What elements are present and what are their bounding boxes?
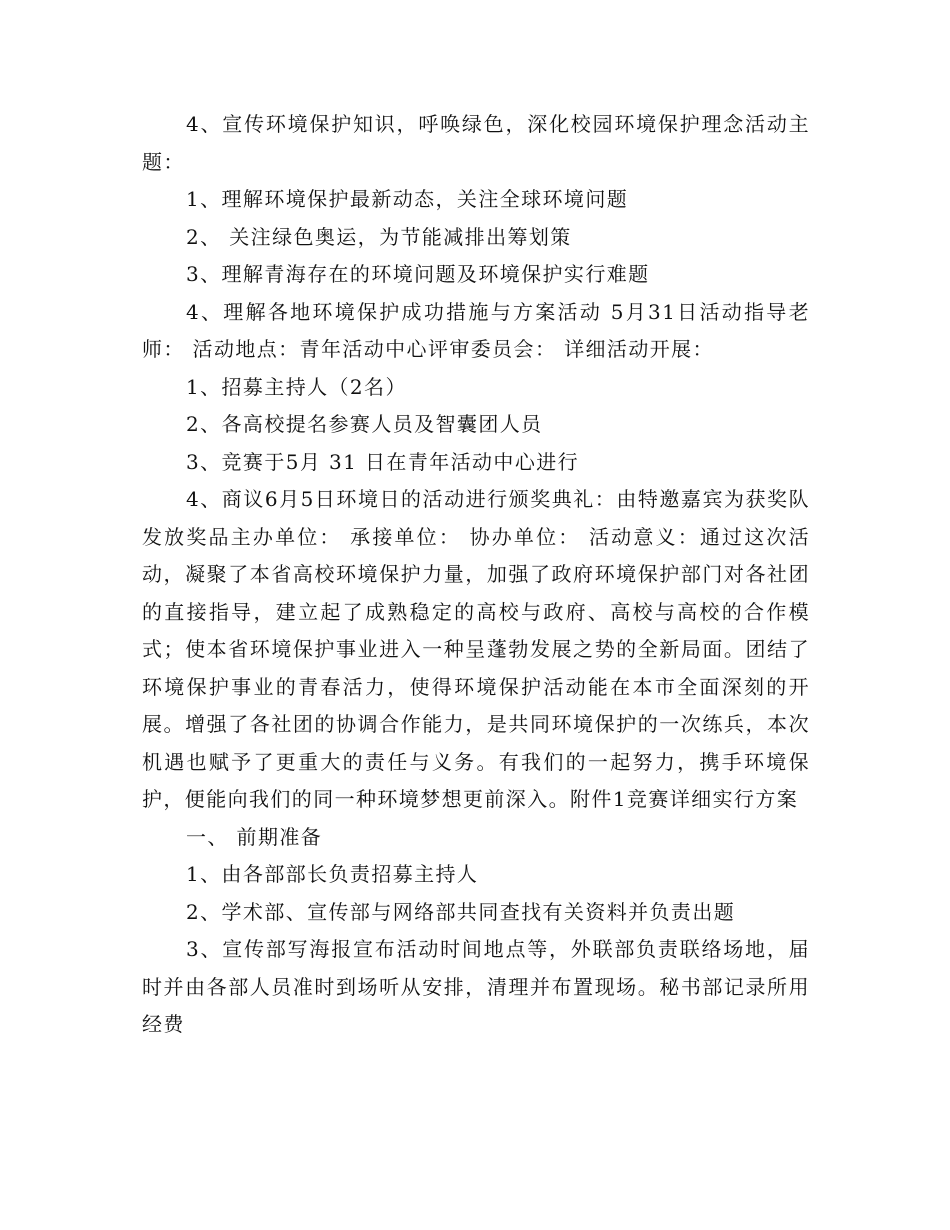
paragraph-theme-item-4: 4、理解各地环境保护成功措施与方案活动 5月31日活动指导老师： 活动地点：青年活动中心评审委员会： 详细活动开展： [142, 299, 810, 361]
paragraph-activity-item-3: 3、竞赛于5月 31 日在青年活动中心进行 [186, 449, 580, 474]
paragraph-theme-item-2: 2、 关注绿色奥运，为节能减排出筹划策 [186, 224, 572, 249]
paragraph-prep-item-2: 2、学术部、宣传部与网络部共同查找有关资料并负责出题 [186, 899, 736, 924]
paragraph-activity-item-1: 1、招募主持人（2名） [186, 374, 407, 399]
paragraph-theme-intro: 4、宣传环境保护知识，呼唤绿色，深化校园环境保护理念活动主题： [142, 112, 810, 174]
paragraph-activity-item-2: 2、各高校提名参赛人员及智囊团人员 [186, 412, 543, 436]
document-page [142, 106, 810, 1044]
paragraph-prep-item-3: 3、宣传部写海报宣布活动时间地点等，外联部负责联络场地，届时并由各部人员准时到场听从安排，清理并布置现场。秘书部记录所用经费 [142, 937, 810, 1036]
paragraph-activity-significance: 4、商议6月5日环境日的活动进行颁奖典礼：由特邀嘉宾为获奖队发放奖品主办单位： 承接单位： 协办单位： 活动意义：通过这次活动，凝聚了本省高校环境保护力量，加强了政府环境保护部门对各社团的直接指导，建立起了成熟稳定的高校与政府、高校与高校的合作模式；使本省环境保护事业进入一种呈蓬勃发展之势的全新局面。团结了环境保护事业的青春活力，使得环境保护活动能在本市全面深刻的开展。增强了各社团的协调合作能力，是共同环境保护的一次练兵，本次机遇也赋予了更重大的责任与义务。有我们的一起努力，携手环境保护，便能向我们的同一种环境梦想更前深入。附件1竞赛详细实行方案 [142, 487, 810, 811]
paragraph-theme-item-3: 3、理解青海存在的环境问题及环境保护实行难题 [186, 262, 650, 286]
paragraph-theme-item-1: 1、理解环境保护最新动态，关注全球环境问题 [186, 187, 629, 211]
section-heading-preparation: 一、 前期准备 [186, 824, 323, 849]
paragraph-prep-item-1: 1、由各部部长负责招募主持人 [186, 862, 479, 886]
